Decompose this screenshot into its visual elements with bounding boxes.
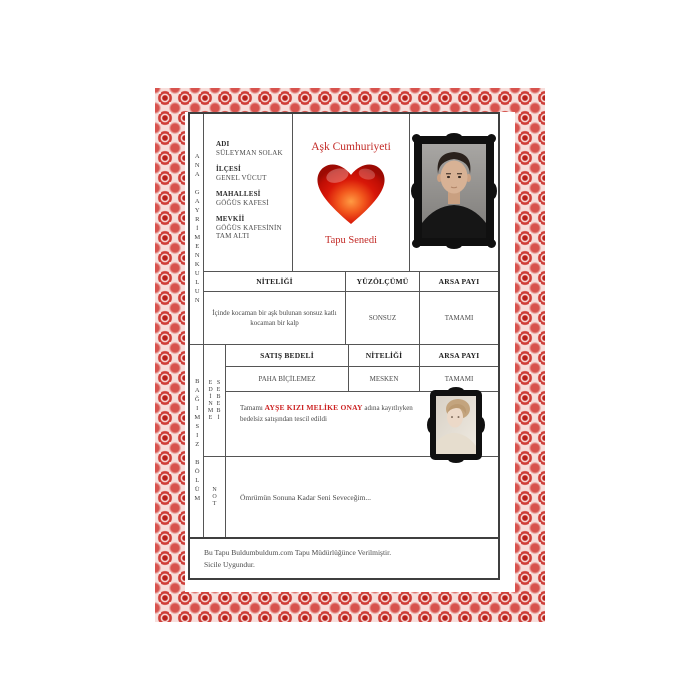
property-type: MESKEN — [349, 367, 420, 391]
document-title: Tapu Senedi — [324, 234, 378, 246]
share-value: TAMAMI — [444, 313, 474, 322]
spine-label-top: ANA GAYRİMENKULUN — [193, 152, 201, 306]
frame-ornament — [487, 134, 496, 143]
acquisition-row — [226, 392, 498, 457]
deed-sheet — [185, 112, 515, 592]
deed-table-main — [190, 114, 498, 537]
man-photo-image — [422, 144, 486, 238]
field-label: ADI — [216, 140, 230, 148]
area-value: SONSUZ — [346, 292, 420, 344]
republic-title: Aşk Cumhuriyeti — [311, 141, 391, 153]
field-label: MEVKİİ — [216, 214, 245, 223]
identity-field — [216, 140, 292, 158]
column-header: YÜZÖLÇÜMÜ — [346, 272, 420, 291]
field-value: GENEL VÜCUT — [216, 173, 267, 182]
identity-cell — [204, 114, 293, 271]
photo-cell — [410, 114, 498, 271]
property-data-row — [204, 292, 498, 345]
deed-table — [188, 112, 500, 580]
frame-ornament — [448, 387, 464, 395]
note-label: NOT — [211, 486, 218, 508]
identity-field — [216, 215, 292, 242]
sale-header-row — [226, 345, 498, 367]
frame-ornament — [427, 417, 435, 433]
frame-ornament — [446, 241, 462, 249]
sub-spine-column — [204, 345, 226, 537]
acquisition-prefix: Tamamı — [240, 404, 265, 412]
field-label: MAHALLESİ — [216, 189, 261, 198]
issuer-box — [190, 537, 498, 578]
property-description: İçinde kocaman bir aşk bulunan sonsuz katlı kocaman bir kalp — [204, 292, 346, 344]
issuer-line-1: Bu Tapu Buldumbuldum.com Tapu Müdürlüğünce Verilmiştir. — [204, 548, 392, 557]
lower-block — [204, 345, 498, 537]
frame-ornament — [412, 134, 421, 143]
spine-cell-ana-gayrimenkulun — [190, 114, 203, 345]
acquisition-suffix: adına kayıtlıyken bedelsiz satışından tescil edildi — [240, 404, 413, 423]
woman-photo-image — [436, 396, 476, 454]
title-cell — [293, 114, 410, 271]
field-value: SÜLEYMAN SOLAK — [216, 149, 283, 158]
field-label: İLÇESİ — [216, 164, 241, 173]
property-header-row — [204, 272, 498, 292]
issuer-line-2: Sicile Uygundur. — [204, 560, 255, 569]
column-header: NİTELİĞİ — [204, 272, 346, 291]
frame-ornament — [446, 133, 462, 141]
field-value: GÖĞÜS KAFESİ — [216, 198, 269, 207]
share-value: TAMAMI — [444, 374, 474, 383]
identity-field — [216, 165, 292, 183]
man-portrait-photo — [414, 136, 494, 246]
frame-ornament — [412, 239, 421, 248]
identity-field — [216, 190, 292, 208]
acquisition-text — [240, 402, 436, 425]
sale-price: PAHA BİÇİLEMEZ — [226, 367, 349, 391]
spine-column — [190, 114, 204, 537]
column-header: SATIŞ BEDELİ — [226, 345, 349, 366]
spine-label-bottom: BAĞIMSIZ BÖLÜM — [193, 378, 201, 504]
note-row — [226, 457, 498, 537]
frame-ornament — [487, 239, 496, 248]
tapu-deed-document — [155, 88, 545, 622]
header-row — [204, 114, 498, 272]
spine-cell-bagimsiz-bolum — [190, 345, 203, 537]
acquisition-label-2: SEBEBİ — [215, 379, 222, 422]
note-text: Ömrümün Sonuna Kadar Seni Seveceğim... — [240, 492, 372, 502]
note-label-cell — [204, 457, 225, 537]
column-header: ARSA PAYI — [438, 277, 480, 286]
deed-table-body — [204, 114, 498, 537]
column-header: NİTELİĞİ — [349, 345, 420, 366]
frame-ornament — [448, 455, 464, 463]
lower-block-content — [226, 345, 498, 537]
woman-portrait-photo — [430, 390, 482, 460]
heart-icon — [313, 159, 389, 227]
frame-ornament — [489, 183, 497, 199]
acquisition-label-1: EDİNME — [207, 379, 214, 422]
column-header: ARSA PAYI — [438, 351, 480, 360]
frame-ornament — [477, 417, 485, 433]
owner-name: AYŞE KIZI MELİKE ONAY — [264, 403, 363, 412]
field-value: GÖĞÜS KAFESİNİN TAM ALTI — [216, 223, 282, 241]
acquisition-label-cell — [204, 345, 225, 457]
frame-ornament — [411, 183, 419, 199]
